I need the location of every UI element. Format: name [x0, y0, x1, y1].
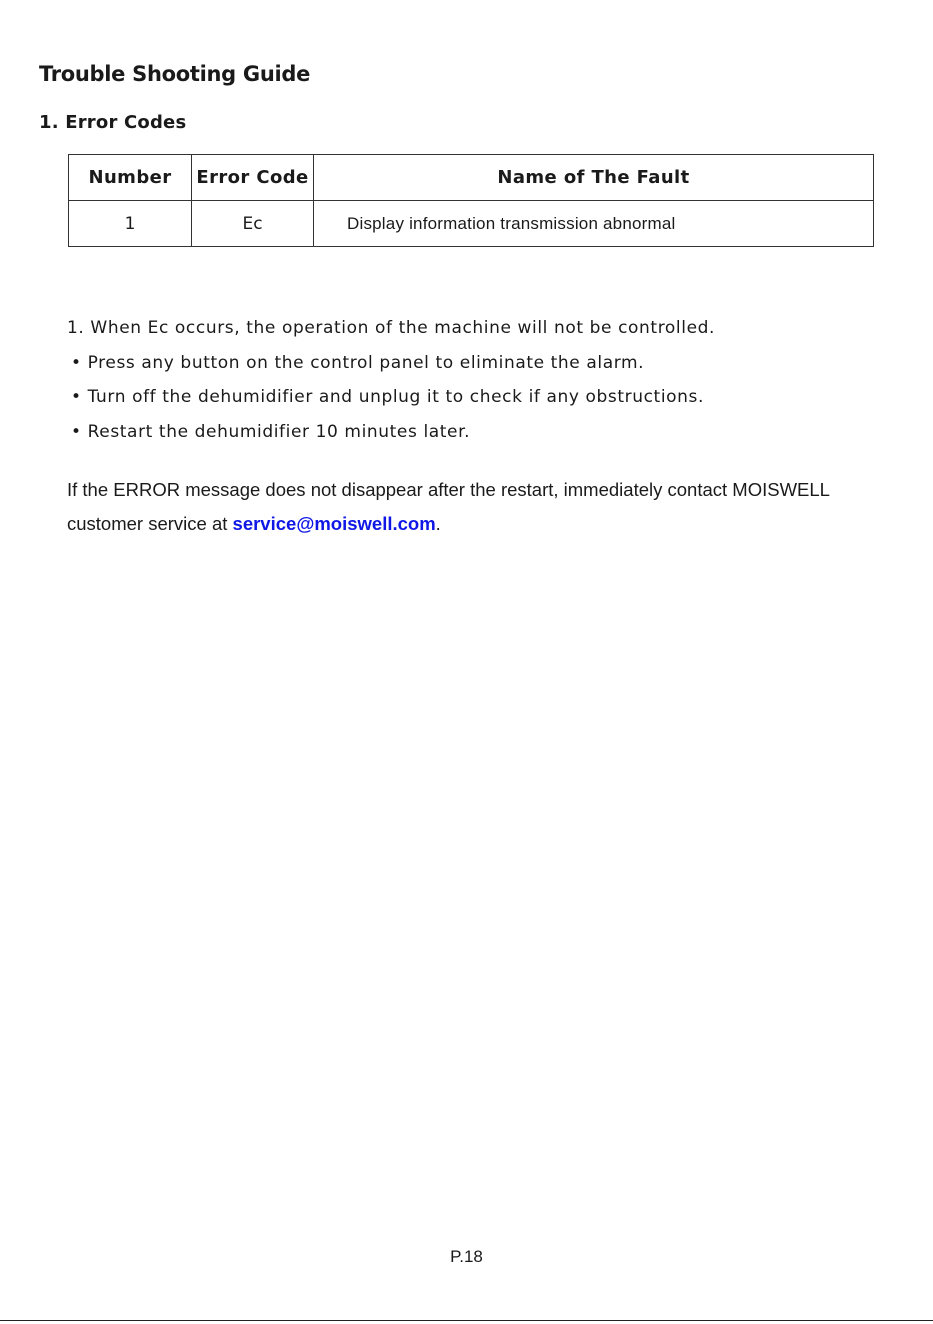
- page-number: P.18: [450, 1247, 483, 1266]
- column-header-fault-name: Name of The Fault: [314, 155, 874, 201]
- contact-text: If the ERROR message does not disappear after the restart, immediately contact MOISWELL customer service at: [67, 479, 830, 534]
- cell-error-code: Ec: [192, 201, 314, 247]
- table-row: [69, 201, 874, 247]
- column-header-number: Number: [69, 155, 192, 201]
- contact-paragraph: [67, 473, 897, 541]
- instruction-bullet: • Turn off the dehumidifier and unplug it to check if any obstructions.: [71, 387, 704, 407]
- bottom-divider: [0, 1320, 933, 1321]
- cell-fault-name: Display information transmission abnormal: [314, 201, 874, 247]
- page-title: Trouble Shooting Guide: [39, 62, 311, 86]
- error-codes-table: [68, 154, 874, 247]
- cell-number: 1: [69, 201, 192, 247]
- section-heading-error-codes: 1. Error Codes: [39, 112, 187, 133]
- instruction-bullet: • Press any button on the control panel to eliminate the alarm.: [71, 352, 645, 373]
- instruction-bullet: • Restart the dehumidifier 10 minutes later.: [71, 421, 471, 442]
- table-header-row: [69, 155, 874, 201]
- instruction-intro: 1. When Ec occurs, the operation of the machine will not be controlled.: [67, 318, 716, 338]
- column-header-error-code: Error Code: [192, 155, 314, 201]
- ec-instructions: [67, 311, 715, 449]
- contact-text-end: .: [435, 513, 441, 534]
- support-email-link[interactable]: service@moiswell.com: [232, 513, 436, 534]
